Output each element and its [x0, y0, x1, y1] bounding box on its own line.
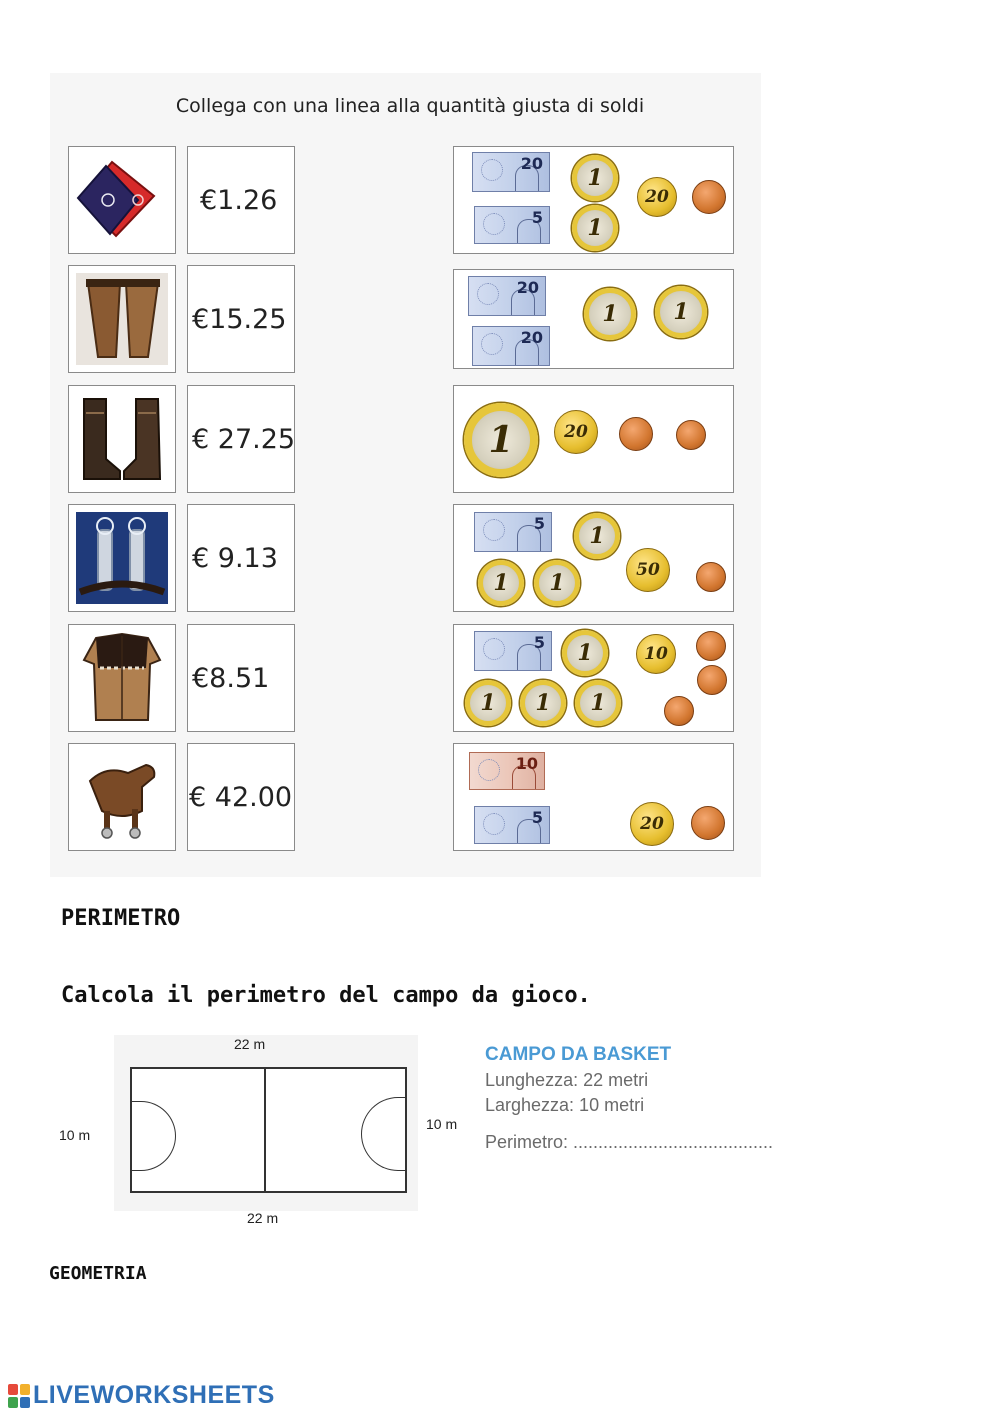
section-title-geometria: GEOMETRIA — [49, 1263, 147, 1284]
price-label: € 42.00 — [189, 781, 293, 813]
price-box[interactable] — [187, 265, 295, 373]
coin-20-cent: 20 — [554, 410, 598, 454]
coin-10-cent: 10 — [636, 634, 676, 674]
coin-cent — [692, 180, 726, 214]
coin-cent — [664, 696, 694, 726]
section-title-perimetro: PERIMETRO — [61, 906, 181, 931]
dimension-right: 10 m — [426, 1116, 458, 1132]
saddle-icon — [76, 751, 168, 843]
basket-court-title: CAMPO DA BASKET — [485, 1044, 672, 1065]
logo-text: LIVEWORKSHEETS — [33, 1381, 275, 1409]
dimension-top: 22 m — [234, 1036, 266, 1052]
coin-cent — [676, 420, 706, 450]
item-image-shirt — [68, 624, 176, 732]
coin-1-euro: 1 — [520, 680, 566, 726]
basket-width: Larghezza: 10 metri — [485, 1095, 645, 1115]
money-box[interactable] — [453, 743, 734, 851]
price-box[interactable] — [187, 624, 295, 732]
bandana-icon — [76, 156, 168, 244]
perimeter-answer-field[interactable]: Perimetro: ........................................ — [485, 1132, 774, 1152]
worksheet-title: Collega con una linea alla quantità giusta di soldi — [175, 95, 645, 117]
coin-1-euro: 1 — [465, 680, 511, 726]
price-box[interactable] — [187, 504, 295, 612]
money-box[interactable] — [453, 504, 734, 612]
coin-20-cent: 20 — [630, 802, 674, 846]
perimeter-instruction: Calcola il perimetro del campo da gioco. — [61, 983, 591, 1008]
money-box[interactable] — [453, 269, 734, 369]
price-label: €1.26 — [200, 184, 278, 216]
basket-length: Lunghezza: 22 metri — [485, 1070, 649, 1090]
item-image-boots — [68, 385, 176, 493]
coin-20-cent: 20 — [637, 177, 677, 217]
price-label: €8.51 — [192, 662, 270, 694]
spurs-icon — [76, 512, 168, 604]
logo-mark-icon — [8, 1384, 30, 1408]
chaps-icon — [76, 273, 168, 365]
banknote-5: 5 — [474, 512, 552, 552]
banknote-20: 20 — [472, 326, 550, 366]
dimension-bottom: 22 m — [247, 1210, 279, 1226]
banknote-5: 5 — [474, 806, 550, 844]
money-box[interactable] — [453, 146, 734, 254]
price-label: €15.25 — [192, 303, 287, 335]
boots-icon — [76, 393, 168, 485]
banknote-10: 10 — [469, 752, 545, 790]
price-box[interactable] — [187, 385, 295, 493]
price-label: € 9.13 — [192, 542, 278, 574]
coin-1-euro: 1 — [572, 205, 618, 251]
coin-cent — [691, 806, 725, 840]
coin-cent — [697, 665, 727, 695]
shirt-icon — [76, 630, 168, 726]
banknote-5: 5 — [474, 206, 550, 244]
price-label: € 27.25 — [192, 423, 296, 455]
coin-1-euro: 1 — [574, 513, 620, 559]
coin-1-euro: 1 — [478, 560, 524, 606]
item-image-chaps — [68, 265, 176, 373]
price-box[interactable] — [187, 146, 295, 254]
liveworksheets-logo[interactable] — [8, 1381, 275, 1410]
banknote-5: 5 — [474, 631, 552, 671]
banknote-20: 20 — [468, 276, 546, 316]
coin-1-euro: 1 — [464, 403, 538, 477]
court-half-line — [264, 1069, 266, 1191]
item-image-spurs — [68, 504, 176, 612]
coin-50-cent: 50 — [626, 548, 670, 592]
money-box[interactable] — [453, 385, 734, 493]
money-box[interactable] — [453, 624, 734, 732]
item-image-bandana — [68, 146, 176, 254]
coin-1-euro: 1 — [534, 560, 580, 606]
money-worksheet — [50, 73, 761, 877]
coin-cent — [696, 631, 726, 661]
coin-1-euro: 1 — [584, 288, 636, 340]
coin-cent — [619, 417, 653, 451]
coin-1-euro: 1 — [575, 680, 621, 726]
coin-1-euro: 1 — [562, 630, 608, 676]
dimension-left: 10 m — [59, 1127, 91, 1143]
coin-1-euro: 1 — [572, 155, 618, 201]
item-image-saddle — [68, 743, 176, 851]
price-box[interactable] — [187, 743, 295, 851]
coin-1-euro: 1 — [655, 286, 707, 338]
banknote-20: 20 — [472, 152, 550, 192]
coin-cent — [696, 562, 726, 592]
